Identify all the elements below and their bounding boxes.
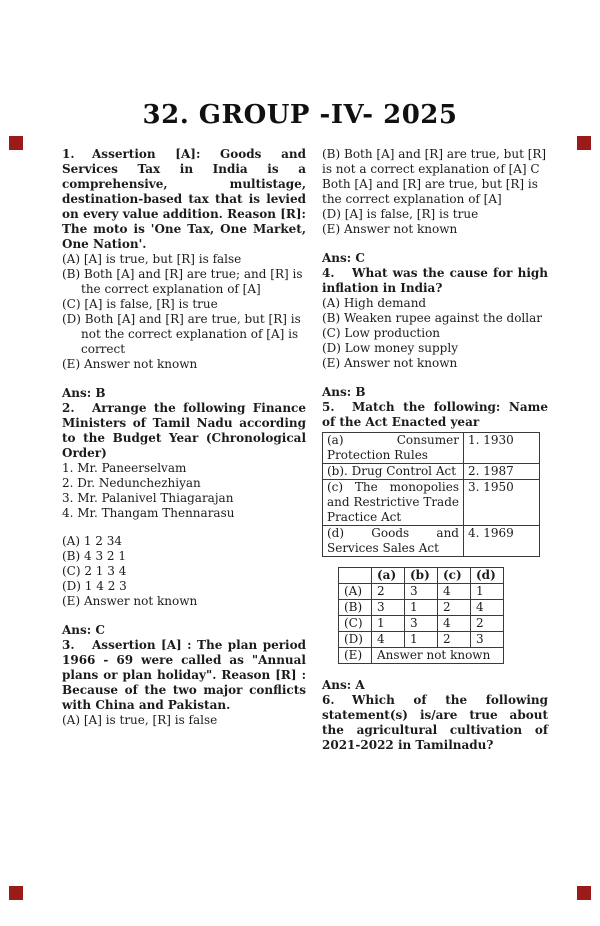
question-4-option-a: (A) High demand bbox=[322, 296, 427, 311]
grid-cell: 4 bbox=[438, 584, 471, 600]
page-title: 32. GROUP -IV- 2025 bbox=[142, 100, 458, 130]
grid-cell: 2 bbox=[372, 584, 405, 600]
answer-grid-row-e bbox=[339, 648, 504, 664]
question-1-option-a: (A) [A] is true, but [R] is false bbox=[62, 252, 242, 267]
grid-cell: 3 bbox=[405, 616, 438, 632]
grid-row-label: (C) bbox=[339, 616, 372, 632]
grid-cell: 1 bbox=[405, 600, 438, 616]
grid-row-label: (B) bbox=[339, 600, 372, 616]
grid-cell: 2 bbox=[438, 632, 471, 648]
question-1-option-c: (C) [A] is false, [R] is true bbox=[62, 297, 218, 312]
grid-header-b: (b) bbox=[405, 568, 438, 584]
grid-cell: 3 bbox=[471, 632, 504, 648]
question-2-list-item-2: 2. Dr. Nedunchezhiyan bbox=[62, 476, 201, 491]
question-1-answer: Ans: B bbox=[62, 386, 106, 401]
question-1-stem: 1. Assertion [A]: Goods and Services Tax in India is a comprehensive, multistage, destination-based tax that is levied on every value addition. Reason [R]: The moto is 'One Tax, One Market, One Nation'. bbox=[62, 147, 306, 252]
question-1-option-e: (E) Answer not known bbox=[62, 357, 198, 372]
question-2-list-item-4: 4. Mr. Thangam Thennarasu bbox=[62, 506, 235, 521]
grid-cell: 2 bbox=[471, 616, 504, 632]
question-4-option-b: (B) Weaken rupee against the dollar bbox=[322, 311, 542, 326]
grid-cell: 2 bbox=[438, 600, 471, 616]
question-1-number: 1. bbox=[62, 147, 75, 162]
grid-row-label: (A) bbox=[339, 584, 372, 600]
match-act-d: (d) Goods and Services Sales Act bbox=[323, 526, 464, 557]
question-2-list-item-3: 3. Mr. Palanivel Thiagarajan bbox=[62, 491, 234, 506]
exam-page bbox=[0, 100, 600, 926]
grid-header-c: (c) bbox=[438, 568, 471, 584]
question-3-answer: Ans: C bbox=[322, 251, 365, 266]
answer-grid-header-row bbox=[339, 568, 504, 584]
grid-cell: 4 bbox=[372, 632, 405, 648]
question-6-number: 6. bbox=[322, 693, 335, 708]
grid-header-blank bbox=[339, 568, 372, 584]
question-3-option-d: (D) [A] is false, [R] is true bbox=[322, 207, 479, 222]
match-year-2: 2. 1987 bbox=[464, 464, 540, 480]
question-3-option-a: (A) [A] is true, [R] is false bbox=[62, 713, 218, 728]
question-2-answer: Ans: C bbox=[62, 623, 105, 638]
grid-row-label: (E) bbox=[339, 648, 372, 664]
grid-cell: 1 bbox=[405, 632, 438, 648]
match-act-a: (a) Consumer Protection Rules bbox=[323, 433, 464, 464]
question-3-option-e: (E) Answer not known bbox=[322, 222, 458, 237]
question-2-stem: 2. Arrange the following Finance Ministers of Tamil Nadu according to the Budget Year (Chronological Order) bbox=[62, 401, 306, 461]
corner-mark-bottom-left bbox=[9, 886, 23, 900]
grid-cell-answer-not-known: Answer not known bbox=[372, 648, 504, 664]
grid-row-label: (D) bbox=[339, 632, 372, 648]
question-5-stem: 5. Match the following: Name of the Act Enacted year bbox=[322, 400, 548, 430]
grid-cell: 1 bbox=[372, 616, 405, 632]
grid-cell: 3 bbox=[405, 584, 438, 600]
question-2-option-d: (D) 1 4 2 3 bbox=[62, 579, 127, 594]
left-column bbox=[62, 147, 306, 753]
right-column bbox=[322, 147, 548, 753]
question-1-option-d: (D) Both [A] and [R] are true, but [R] is not the correct explanation of [A] is correct bbox=[62, 312, 301, 357]
answer-grid-row bbox=[339, 600, 504, 616]
question-4-answer: Ans: B bbox=[322, 385, 366, 400]
match-year-4: 4. 1969 bbox=[464, 526, 540, 557]
answer-grid-row bbox=[339, 584, 504, 600]
match-year-1: 1. 1930 bbox=[464, 433, 540, 464]
question-2-option-b: (B) 4 3 2 1 bbox=[62, 549, 126, 564]
question-6-stem: 6. Which of the following statement(s) is/are true about the agricultural cultivation of 2021-2022 in Tamilnadu? bbox=[322, 693, 548, 753]
question-4-number: 4. bbox=[322, 266, 335, 281]
grid-cell: 1 bbox=[471, 584, 504, 600]
answer-grid-table bbox=[338, 567, 504, 664]
corner-mark-top-right bbox=[577, 136, 591, 150]
question-5-answer: Ans: A bbox=[322, 678, 365, 693]
match-table-row bbox=[323, 526, 540, 557]
answer-grid-row bbox=[339, 616, 504, 632]
match-act-c: (c) The monopolies and Restrictive Trade Practice Act bbox=[323, 480, 464, 526]
corner-mark-top-left bbox=[9, 136, 23, 150]
question-4-option-e: (E) Answer not known bbox=[322, 356, 458, 371]
question-2-option-c: (C) 2 1 3 4 bbox=[62, 564, 127, 579]
grid-header-a: (a) bbox=[372, 568, 405, 584]
grid-header-d: (d) bbox=[471, 568, 504, 584]
question-3-option-b: (B) Both [A] and [R] are true, but [R] is not a correct explanation of [A] C Both [A] and [R] are true, but [R] is the correct explanation of [A] bbox=[322, 147, 547, 207]
question-2-list-item-1: 1. Mr. Paneerselvam bbox=[62, 461, 187, 476]
question-2-option-e: (E) Answer not known bbox=[62, 594, 198, 609]
question-2-option-a: (A) 1 2 34 bbox=[62, 534, 123, 549]
grid-cell: 3 bbox=[372, 600, 405, 616]
match-table-row bbox=[323, 464, 540, 480]
question-5-number: 5. bbox=[322, 400, 335, 415]
question-1-option-b: (B) Both [A] and [R] are true; and [R] is the correct explanation of [A] bbox=[62, 267, 303, 297]
question-2-number: 2. bbox=[62, 401, 75, 416]
match-table-row bbox=[323, 480, 540, 526]
match-table-row bbox=[323, 433, 540, 464]
question-4-option-d: (D) Low money supply bbox=[322, 341, 458, 356]
grid-cell: 4 bbox=[438, 616, 471, 632]
question-3-number: 3. bbox=[62, 638, 75, 653]
question-3-stem: 3. Assertion [A] : The plan period 1966 - 69 were called as "Annual plans or plan holiday". Reason [R] : Because of the two major conflicts with China and Pakistan. bbox=[62, 638, 306, 713]
question-4-stem: 4. What was the cause for high inflation in India? bbox=[322, 266, 548, 296]
two-column-layout bbox=[62, 147, 548, 753]
answer-grid-row bbox=[339, 632, 504, 648]
question-4-option-c: (C) Low production bbox=[322, 326, 441, 341]
corner-mark-bottom-right bbox=[577, 886, 591, 900]
match-table bbox=[322, 432, 540, 557]
grid-cell: 4 bbox=[471, 600, 504, 616]
match-year-3: 3. 1950 bbox=[464, 480, 540, 526]
match-act-b: (b). Drug Control Act bbox=[323, 464, 464, 480]
